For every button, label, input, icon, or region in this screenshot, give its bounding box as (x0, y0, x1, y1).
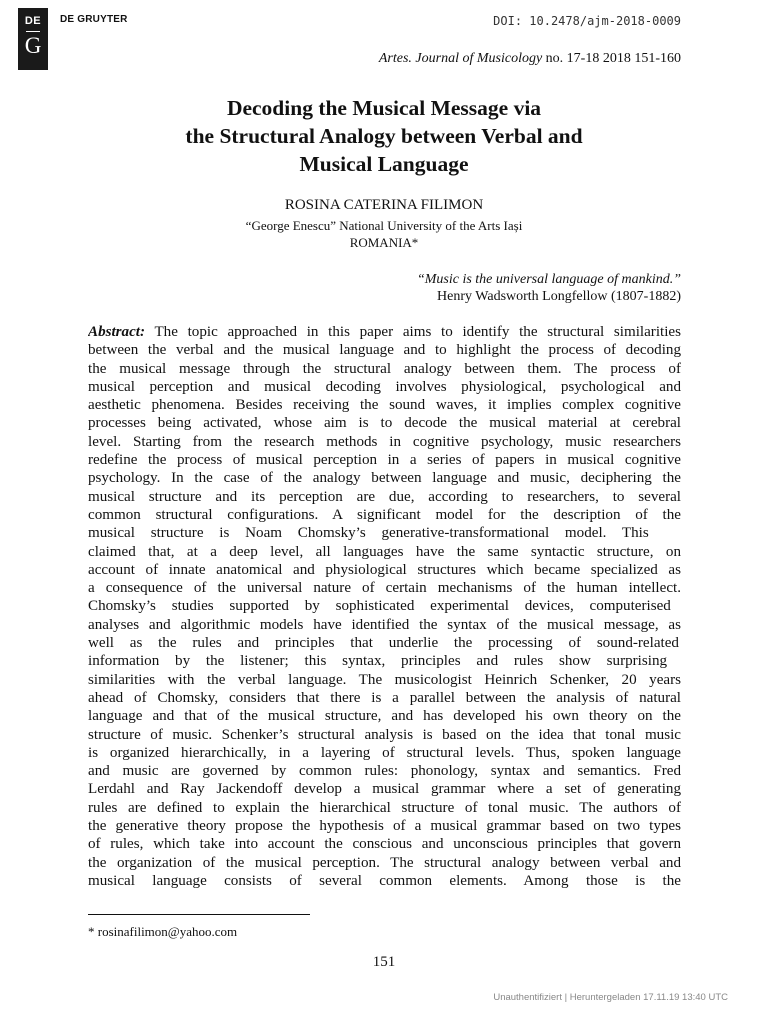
abstract-body (88, 323, 681, 890)
title-line: the Structural Analogy between Verbal and (185, 124, 583, 148)
abstract-line: Chomsky’s studies supported by sophisticated experimental devices, computerised (88, 598, 671, 615)
abstract-line: psychology. In the case of the analogy between language and music, deciphering the (88, 470, 681, 487)
abstract-line: musical structure is Noam Chomsky’s generative-transformational model. This (88, 525, 649, 542)
logo-divider (26, 31, 40, 32)
title-line: Musical Language (299, 152, 469, 176)
logo-text-top: DE (24, 15, 42, 27)
author-affiliation: “George Enescu” National University of the Arts Iași (245, 218, 523, 233)
abstract-line: similarities with the verbal language. The musicologist Heinrich Schenker, 20 years (88, 671, 681, 688)
abstract-line: and music are governed by common rules: phonology, syntax and semantics. Fred (88, 763, 681, 780)
abstract-line: the musical message through the structural analogy between them. The process of (88, 360, 681, 377)
abstract-line: of rules, which take into account the conscious and unconscious principles that govern (88, 836, 681, 853)
de-gruyter-logo (18, 8, 48, 70)
abstract-line: a consequence of the universal nature of certain mechanisms of the human intellect. (88, 580, 681, 597)
abstract-line: well as the rules and principles that underlie the processing of sound-related (88, 635, 679, 652)
abstract-line: processes being activated, whose aim is to decode the musical material at cerebral (88, 415, 681, 432)
abstract-line-text: The topic approached in this paper aims to identify the structural similarities (145, 324, 681, 340)
abstract-line: ahead of Chomsky, considers that there is a parallel between the analysis of natural (88, 689, 681, 706)
author-country: ROMANIA* (349, 235, 419, 250)
abstract-line: Lerdahl and Ray Jackendoff develop a musical grammar where a set of generating (88, 781, 681, 798)
abstract-line (88, 323, 681, 341)
abstract-line: language and that of the musical structure, and has developed his own theory on the (88, 708, 681, 725)
footnote-divider (88, 914, 310, 915)
footnote-email: * rosinafilimon@yahoo.com (88, 924, 238, 939)
abstract-line: structure of music. Schenker’s structural analysis is based on the idea that tonal music (88, 726, 681, 743)
journal-issue: no. 17-18 2018 151-160 (545, 51, 681, 66)
abstract-line: redefine the process of musical perception in a series of papers in musical cognitive (88, 452, 681, 469)
abstract-label: Abstract: (88, 324, 146, 340)
journal-citation (379, 51, 681, 67)
abstract-line: the organization of the musical perception. The structural analogy between verbal and (88, 854, 681, 871)
journal-name: Artes. Journal of Musicology (378, 51, 543, 66)
title-line: Decoding the Musical Message via (226, 96, 542, 120)
abstract-line: claimed that, at a deep level, all languages have the same syntactic structure, on (88, 543, 681, 560)
abstract-line: rules are defined to explain the hierarchical structure of tonal music. The authors of (88, 799, 681, 816)
download-info: Unauthentifiziert | Heruntergeladen 17.11.19 13:40 UTC (493, 992, 728, 1003)
publisher-name: DE GRUYTER (60, 14, 128, 25)
abstract-line: analyses and algorithmic models have identified the syntax of the musical message, as (88, 616, 681, 633)
abstract-line: account of innate anatomical and physiological structures which became specialized as (88, 561, 681, 578)
abstract-line: level. Starting from the research methods in cognitive psychology, music researchers (88, 433, 681, 450)
abstract-line: information by the listener; this syntax, principles and rules show surprising (88, 653, 668, 670)
abstract-line: the generative theory propose the hypothesis of a musical grammar based on two types (88, 818, 681, 835)
abstract-line: common structural configurations. A significant model for the description of the (88, 506, 681, 523)
doi-link[interactable]: DOI: 10.2478/ajm-2018-0009 (493, 14, 681, 28)
logo-text-bottom: G (24, 33, 42, 58)
epigraph-author: Henry Wadsworth Longfellow (1807-1882) (437, 289, 681, 304)
epigraph-quote: “Music is the universal language of mankind.” (416, 272, 681, 287)
paper-title (100, 94, 668, 178)
page-number: 151 (372, 954, 396, 970)
abstract-line: aesthetic phenomena. Besides receiving the sound waves, it implies complex cognitive (88, 397, 681, 414)
abstract-line: between the verbal and the musical language and to highlight the process of decoding (88, 342, 681, 359)
abstract-line: musical structure and its perception are due, according to researchers, to several (88, 488, 681, 505)
author-name: ROSINA CATERINA FILIMON (284, 197, 484, 213)
abstract-line: musical perception and musical decoding involves physiological, psychological and (88, 378, 681, 395)
abstract-line: musical language consists of several common elements. Among those is the (88, 872, 681, 889)
abstract-line: is organized hierarchically, in a layering of structural levels. Thus, spoken language (88, 744, 681, 761)
